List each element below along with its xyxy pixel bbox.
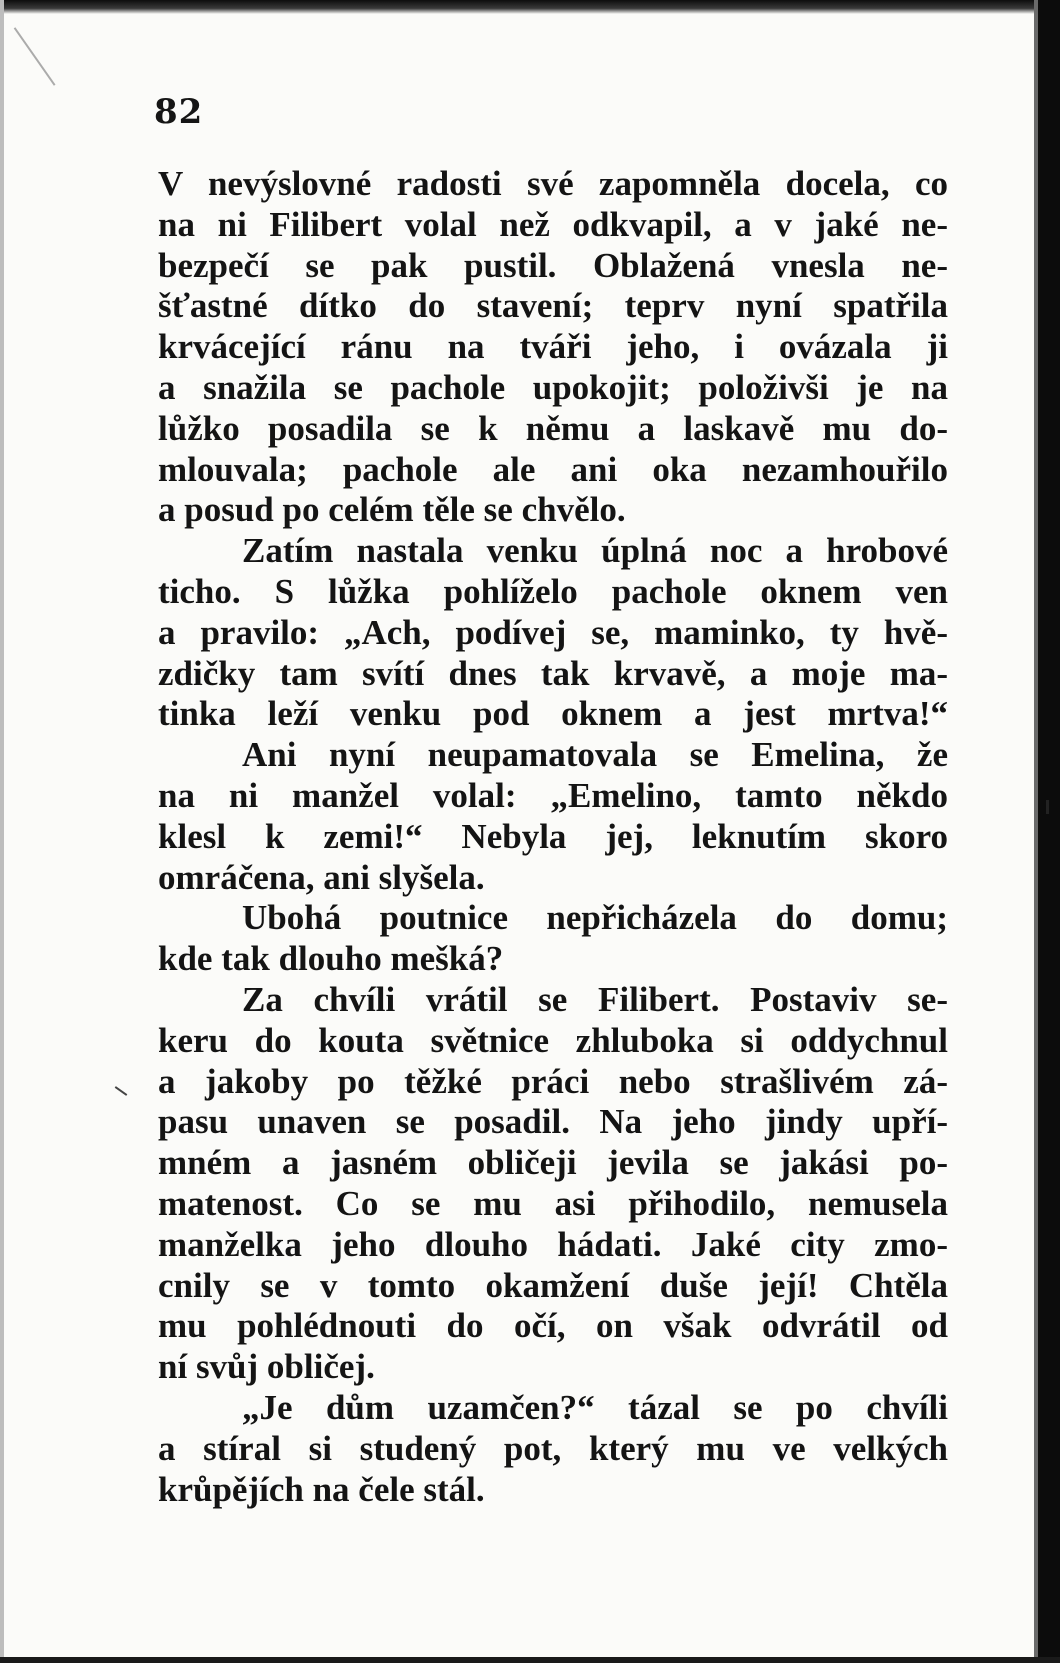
scan-edge-left bbox=[0, 0, 4, 1663]
text-line: tinka leží venku pod oknem a jest mrtva!“ bbox=[158, 694, 948, 734]
text-line: krůpějích na čele stál. bbox=[158, 1469, 485, 1509]
text-line: matenost. Co se mu asi přihodilo, nemusela bbox=[158, 1183, 948, 1223]
text-line: keru do kouta světnice zhluboka si oddychnul bbox=[158, 1020, 948, 1060]
text-line: lůžko posadila se k němu a laskavě mu do- bbox=[158, 408, 948, 448]
text-line: a stíral si studený pot, který mu ve velkých bbox=[158, 1428, 948, 1468]
text-line: a posud po celém těle se chvělo. bbox=[158, 490, 626, 530]
text-line: Ubohá poutnice nepřicházela do domu; bbox=[242, 898, 948, 938]
text-line: manželka jeho dlouho hádati. Jaké city zmo- bbox=[158, 1224, 948, 1264]
text-line: na ni manžel volal: „Emelino, tamto někdo bbox=[158, 775, 948, 815]
page-number: 82 bbox=[154, 92, 204, 132]
text-line: Ani nyní neupamatovala se Emelina, že bbox=[242, 735, 948, 775]
text-line: a pravilo: „Ach, podívej se, maminko, ty hvě- bbox=[158, 612, 948, 652]
text-line: a snažila se pachole upokojit; položivši je na bbox=[158, 367, 948, 407]
text-line: mném a jasném obličeji jevila se jakási po- bbox=[158, 1143, 948, 1183]
scan-edge-bottom bbox=[0, 1657, 1060, 1663]
text-line: ní svůj obličej. bbox=[158, 1347, 375, 1387]
text-line: a jakoby po těžké práci nebo strašlivém zá- bbox=[158, 1061, 948, 1101]
scan-edge-right bbox=[1038, 0, 1060, 1663]
scan-edge-top bbox=[0, 0, 1060, 14]
text-line: ticho. S lůžka pohlíželo pachole oknem ven bbox=[158, 571, 948, 611]
text-line: klesl k zemi!“ Nebyla jej, leknutím skoro bbox=[158, 816, 948, 856]
text-line: Za chvíli vrátil se Filibert. Postaviv se- bbox=[242, 979, 948, 1019]
margin-mark bbox=[115, 1086, 128, 1096]
text-line: mu pohlédnouti do očí, on však odvrátil od bbox=[158, 1306, 948, 1346]
text-line: mlouvala; pachole ale ani oka nezamhouřilo bbox=[158, 449, 948, 489]
margin-tick bbox=[1046, 800, 1049, 814]
text-line: V nevýslovné radosti své zapomněla docela, co bbox=[158, 164, 948, 203]
scan-smudge bbox=[14, 4, 89, 85]
text-line: na ni Filibert volal než odkvapil, a v jaké ne- bbox=[158, 204, 948, 244]
text-line: „Je dům uzamčen?“ tázal se po chvíli bbox=[242, 1387, 948, 1427]
text-line: krvácející ránu na tváři jeho, i ovázala ji bbox=[158, 327, 948, 367]
text-line: cnily se v tomto okamžení duše její! Chtěla bbox=[158, 1265, 948, 1305]
text-line: Zatím nastala venku úplná noc a hrobové bbox=[242, 531, 948, 571]
body-text bbox=[158, 164, 948, 1510]
text-line: omráčena, ani slyšela. bbox=[158, 857, 485, 897]
text-line: bezpečí se pak pustil. Oblažená vnesla ne- bbox=[158, 245, 948, 285]
text-line: šťastné dítko do stavení; teprv nyní spatřila bbox=[158, 286, 948, 326]
text-line: zdičky tam svítí dnes tak krvavě, a moje ma- bbox=[158, 653, 948, 693]
text-line: kde tak dlouho mešká? bbox=[158, 939, 504, 979]
text-line: pasu unaven se posadil. Na jeho jindy upří- bbox=[158, 1102, 948, 1142]
